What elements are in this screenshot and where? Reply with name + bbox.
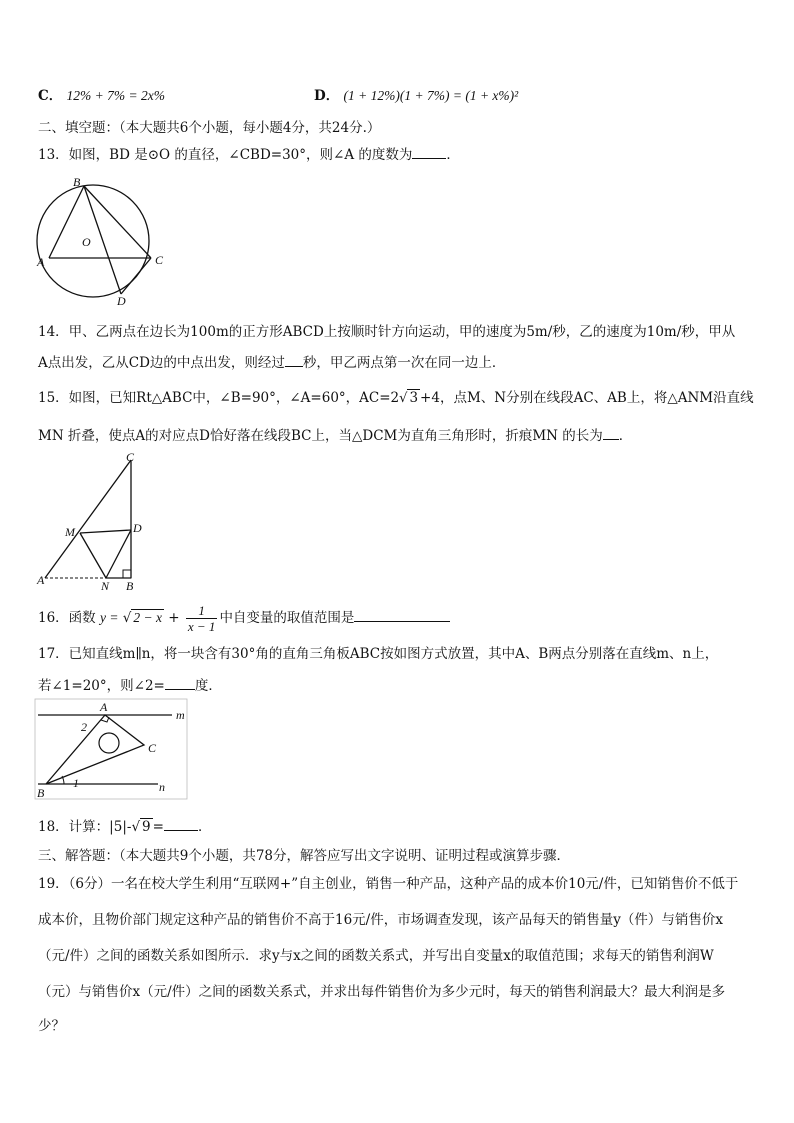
answer-blank — [603, 425, 619, 440]
section3-heading: 三、解答题：（本大题共9个小题，共78分，解答应写出文字说明、证明过程或演算步骤． — [38, 848, 571, 864]
label-c: C — [155, 253, 164, 267]
label-m: M — [65, 525, 75, 539]
label-d: D — [117, 294, 126, 308]
label-c: C — [126, 450, 135, 464]
q19-line1: 19．（6分）一名在校大学生利用“互联网+”自主创业，销售一种产品，这种产品的成本价10元/件，已知销售价不低于 — [38, 876, 739, 892]
fraction-denominator: x − 1 — [187, 619, 216, 634]
option-c-expression: 12% + 7% = 2x% — [66, 88, 165, 103]
q16-text-end: 中自变量的取值范围是 — [219, 610, 355, 626]
label-n: N — [101, 579, 110, 592]
label-b: B — [73, 175, 81, 189]
label-a: A — [37, 573, 45, 587]
q14-text: A点出发，乙从CD边的中点出发，则经过 — [38, 355, 285, 371]
q17-text-end: 度． — [194, 678, 222, 694]
question-17-line2 — [38, 675, 222, 696]
q18-equals: = — [152, 819, 164, 835]
segment-bc — [84, 186, 151, 258]
question-18: 18．计算：|5|-√ 9 = ． — [38, 816, 211, 837]
option-d-expression: (1 + 12%)(1 + 7%) = (1 + x%)² — [343, 88, 519, 103]
label-o: O — [82, 235, 91, 249]
q19-line4: （元）与销售价x（元/件）之间的函数关系式，并求出每件销售价为多少元时，每天的销售利润最大？最大利润是多 — [38, 984, 726, 1000]
question-16: 16．函数 y = √ 2 − x + $\frac{1}{x - 1}$ 中自变量的取值范围是 — [38, 598, 450, 638]
label-m: m — [176, 708, 185, 722]
label-n: n — [159, 780, 165, 794]
label-b: B — [126, 579, 134, 592]
q14-text-end: 秒，甲乙两点第一次在同一边上． — [302, 355, 506, 371]
right-angle-mark — [123, 570, 131, 578]
question-15-line1: 15．如图，已知Rt△ABC中，∠B=90°，∠A=60°，AC=2√ 3 +4，点M、N分别在线段AC、AB上，将△ANM沿直线 — [38, 390, 754, 406]
answer-blank — [165, 675, 195, 690]
section2-heading: 二、填空题：（本大题共6个小题，每小题4分，共24分.） — [38, 120, 381, 136]
q16-y-eq: y = — [99, 610, 119, 625]
label-angle-2: 2 — [81, 720, 87, 734]
q17-line1: 17．已知直线m∥n，将一块含有30°角的直角三角板ABC按如图方式放置，其中A、B两点分别落在直线m、n上， — [38, 646, 719, 662]
option-c-label: C． — [38, 88, 63, 104]
q13-text: 13．如图，BD 是⊙O 的直径，∠CBD=30°，则∠A 的度数为 — [38, 147, 413, 163]
label-angle-1: 1 — [73, 776, 79, 790]
q13-circle-figure — [34, 174, 170, 310]
q15-fold-triangle-figure — [34, 450, 144, 592]
label-a: A — [100, 700, 108, 714]
q12-option-d — [314, 86, 518, 106]
segment-nd — [106, 530, 131, 578]
option-d-label: D． — [314, 88, 340, 104]
label-d: D — [133, 521, 142, 535]
q18-sqrt: 9 — [142, 819, 151, 835]
triangle-abc — [46, 715, 144, 784]
segment-md — [80, 530, 131, 533]
q15-text2-end: ． — [618, 428, 633, 444]
q16-fraction — [186, 603, 218, 634]
q19-line2: 成本价，且物价部门规定这种产品的销售价不高于16元/件，市场调查发现，该产品每天的销售量y（件）与销售价x — [38, 912, 723, 928]
question-15-line2 — [38, 425, 632, 446]
sqrt-3: 3 — [409, 390, 419, 406]
side-ca — [45, 460, 131, 578]
q13-text-end: ． — [446, 147, 460, 163]
answer-blank — [164, 816, 198, 831]
q17-text: 若∠1=20°，则∠2= — [38, 678, 165, 694]
q16-sqrt: 2 − x — [133, 610, 162, 625]
crease-mn — [80, 533, 106, 578]
label-a: A — [37, 255, 45, 269]
segment-ba — [49, 186, 84, 258]
segment-cd — [121, 258, 151, 294]
label-b: B — [37, 786, 45, 800]
question-14-line2 — [38, 352, 505, 373]
q15-text-cont: +4，点M、N分别在线段AC、AB上，将△ANM沿直线 — [420, 390, 754, 406]
q19-line5: 少？ — [38, 1018, 65, 1034]
question-13 — [38, 144, 460, 165]
answer-blank — [354, 607, 450, 622]
triangle-hole — [99, 733, 119, 753]
answer-blank — [412, 144, 446, 159]
q15-text2: MN 折叠，使点A的对应点D恰好落在线段BC上，当△DCM为直角三角形时，折痕MN 的长为 — [38, 428, 603, 444]
q16-plus: + — [168, 610, 180, 626]
q19-line3: （元/件）之间的函数关系如图所示．求y与x之间的函数关系式，并写出自变量x的取值范围；求每天的销售利润W — [38, 948, 714, 964]
q14-line1: 14．甲、乙两点在边长为100m的正方形ABCD上按顺时针方向运动，甲的速度为5m/秒，乙的速度为10m/秒，甲从 — [38, 324, 736, 340]
q17-parallel-lines-figure — [34, 698, 194, 802]
q12-options — [38, 86, 165, 106]
label-c: C — [148, 741, 157, 755]
q15-text: 15．如图，已知Rt△ABC中，∠B=90°，∠A=60°，AC=2 — [38, 390, 400, 406]
answer-blank — [285, 352, 303, 367]
q18-text: 18．计算：|5|- — [38, 819, 132, 835]
q18-text-end: ． — [197, 819, 212, 835]
fraction-numerator: 1 — [186, 603, 218, 619]
q16-text: 16．函数 — [38, 610, 96, 626]
